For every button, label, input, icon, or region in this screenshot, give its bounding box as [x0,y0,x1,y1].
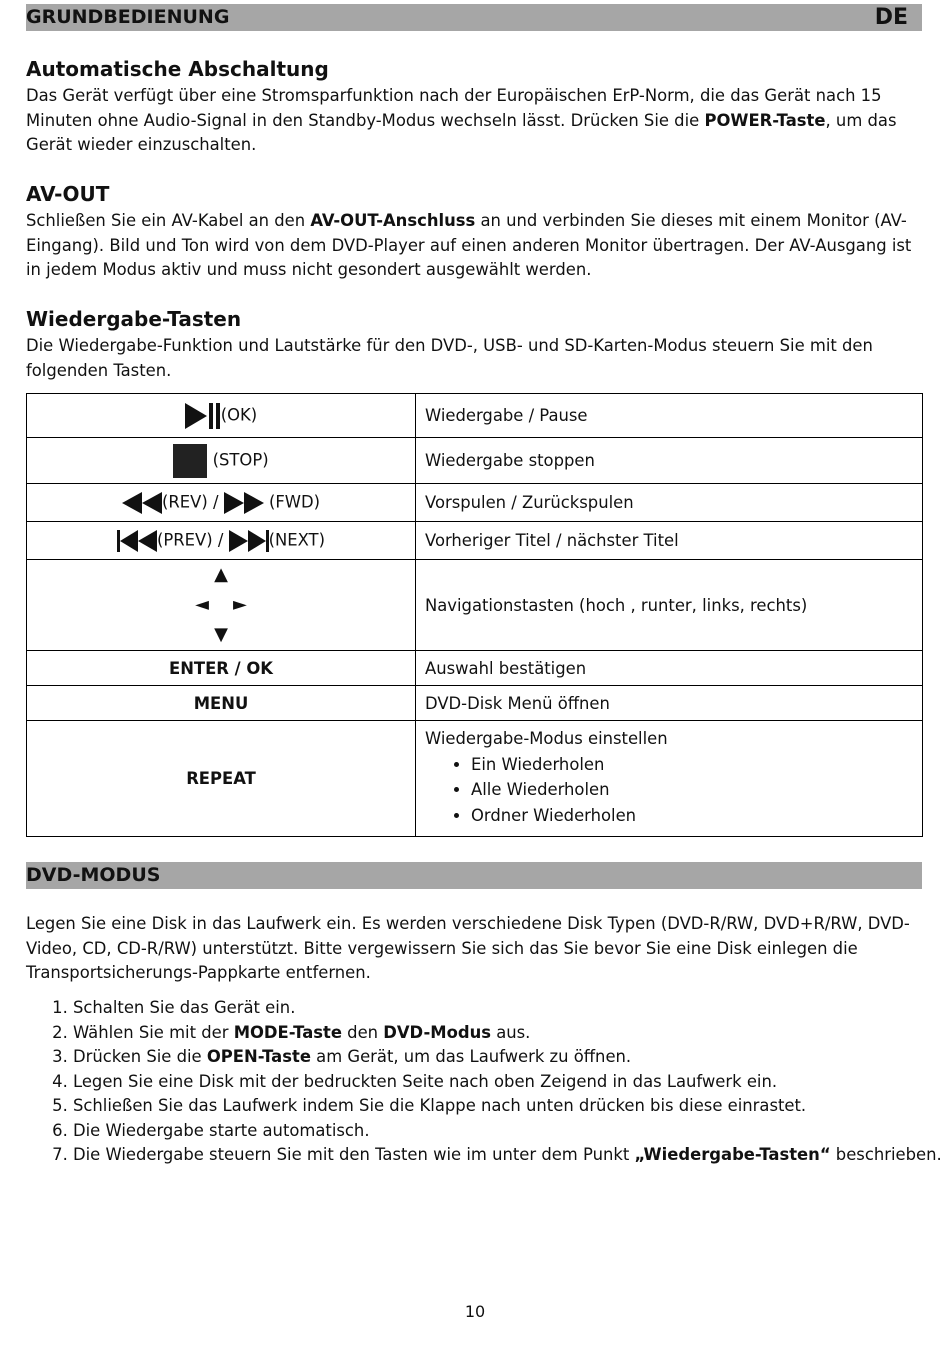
list-item: 4. Legen Sie eine Disk mit der bedruckten Seite nach oben Zeigend in das Laufwerk ein. [73,1070,950,1095]
table-row: MENU DVD-Disk Menü öffnen [27,686,923,721]
auto-off-paragraph: Das Gerät verfügt über eine Stromsparfunktion nach der Europäischen ErP-Norm, die das Gerät nach 15 Minuten ohne Audio-Signal in den Standby-Modus wechseln lässt. Drücken Sie die POWER-Taste, um das Gerät wieder einzuschalten. [26,86,897,154]
section-header-title: GRUNDBEDIENUNG [26,6,230,28]
dvd-mode-steps [26,996,950,1168]
av-out-heading: AV-OUT [26,182,110,206]
playback-keys-intro: Die Wiedergabe-Funktion und Lautstärke für den DVD-, USB- und SD-Karten-Modus steuern Sie mit den folgenden Tasten. [26,336,873,380]
repeat-options-list [425,752,922,829]
dvd-mode-title: DVD-MODUS [26,864,161,886]
list-item: 6. Die Wiedergabe starte automatisch. [73,1119,950,1144]
table-row: (OK) Wiedergabe / Pause [27,394,923,438]
page-number: 10 [464,1302,486,1321]
list-item: 3. Drücken Sie die OPEN-Taste am Gerät, um das Laufwerk zu öffnen. [73,1045,950,1070]
list-item: • Ordner Wiederholen [471,803,922,829]
table-row: (PREV) / (NEXT) Vorheriger Titel / nächster Titel [27,522,923,560]
next-track-icon [229,530,269,552]
play-pause-icon [185,402,221,430]
list-item: 7. Die Wiedergabe steuern Sie mit den Tasten wie im unter dem Punkt „Wiedergabe-Tasten“ beschrieben. [73,1143,950,1168]
arrow-left-icon: ◄ [195,594,209,615]
list-item: • Ein Wiederholen [471,752,922,778]
stop-icon [173,444,207,478]
playback-keys-heading: Wiedergabe-Tasten [26,307,242,331]
previous-track-icon [117,530,157,552]
table-row: ▲ ◄ ► ▼ Navigationstasten (hoch , runter, links, rechts) [27,560,923,651]
playback-keys-table [26,393,923,837]
arrow-right-icon: ► [233,594,247,615]
list-item: 1. Schalten Sie das Gerät ein. [73,996,950,1021]
dvd-mode-intro: Legen Sie eine Disk in das Laufwerk ein. Es werden verschiedene Disk Typen (DVD-R/RW, DVD+R/RW, DVD-Video, CD, CD-R/RW) unterstützt. Bitte vergewissern Sie sich das Sie bevor Sie eine Disk einlegen die Transportsicherungs-Pappkarte entfernen. [26,914,910,982]
table-row: REPEAT Wiedergabe-Modus einstellen • Ein Wiederholen • Alle Wiederholen • Ordner Wiederholen [27,721,923,837]
dvd-mode-header-bar [26,862,922,889]
navigation-arrows [195,560,247,650]
arrow-up-icon: ▲ [214,564,228,585]
list-item: • Alle Wiederholen [471,777,922,803]
fast-forward-icon [224,492,264,514]
arrow-down-icon: ▼ [214,624,228,645]
rewind-icon [122,492,162,514]
list-item: 5. Schließen Sie das Laufwerk indem Sie die Klappe nach unten drücken bis diese einrastet. [73,1094,950,1119]
table-row: (STOP) Wiedergabe stoppen [27,438,923,484]
language-label: DE [874,5,908,30]
table-row: (REV) / (FWD) Vorspulen / Zurückspulen [27,484,923,522]
list-item: 2. Wählen Sie mit der MODE-Taste den DVD-Modus aus. [73,1021,950,1046]
section-header-bar [26,4,922,31]
table-row: ENTER / OK Auswahl bestätigen [27,651,923,686]
auto-off-heading: Automatische Abschaltung [26,57,329,81]
av-out-paragraph: Schließen Sie ein AV-Kabel an den AV-OUT-Anschluss an und verbinden Sie dieses mit einem Monitor (AV-Eingang). Bild und Ton wird von dem DVD-Player auf einen anderen Monitor übertragen. Der AV-Ausgang ist in jedem Modus aktiv und muss nicht gesondert ausgewählt werden. [26,211,912,279]
